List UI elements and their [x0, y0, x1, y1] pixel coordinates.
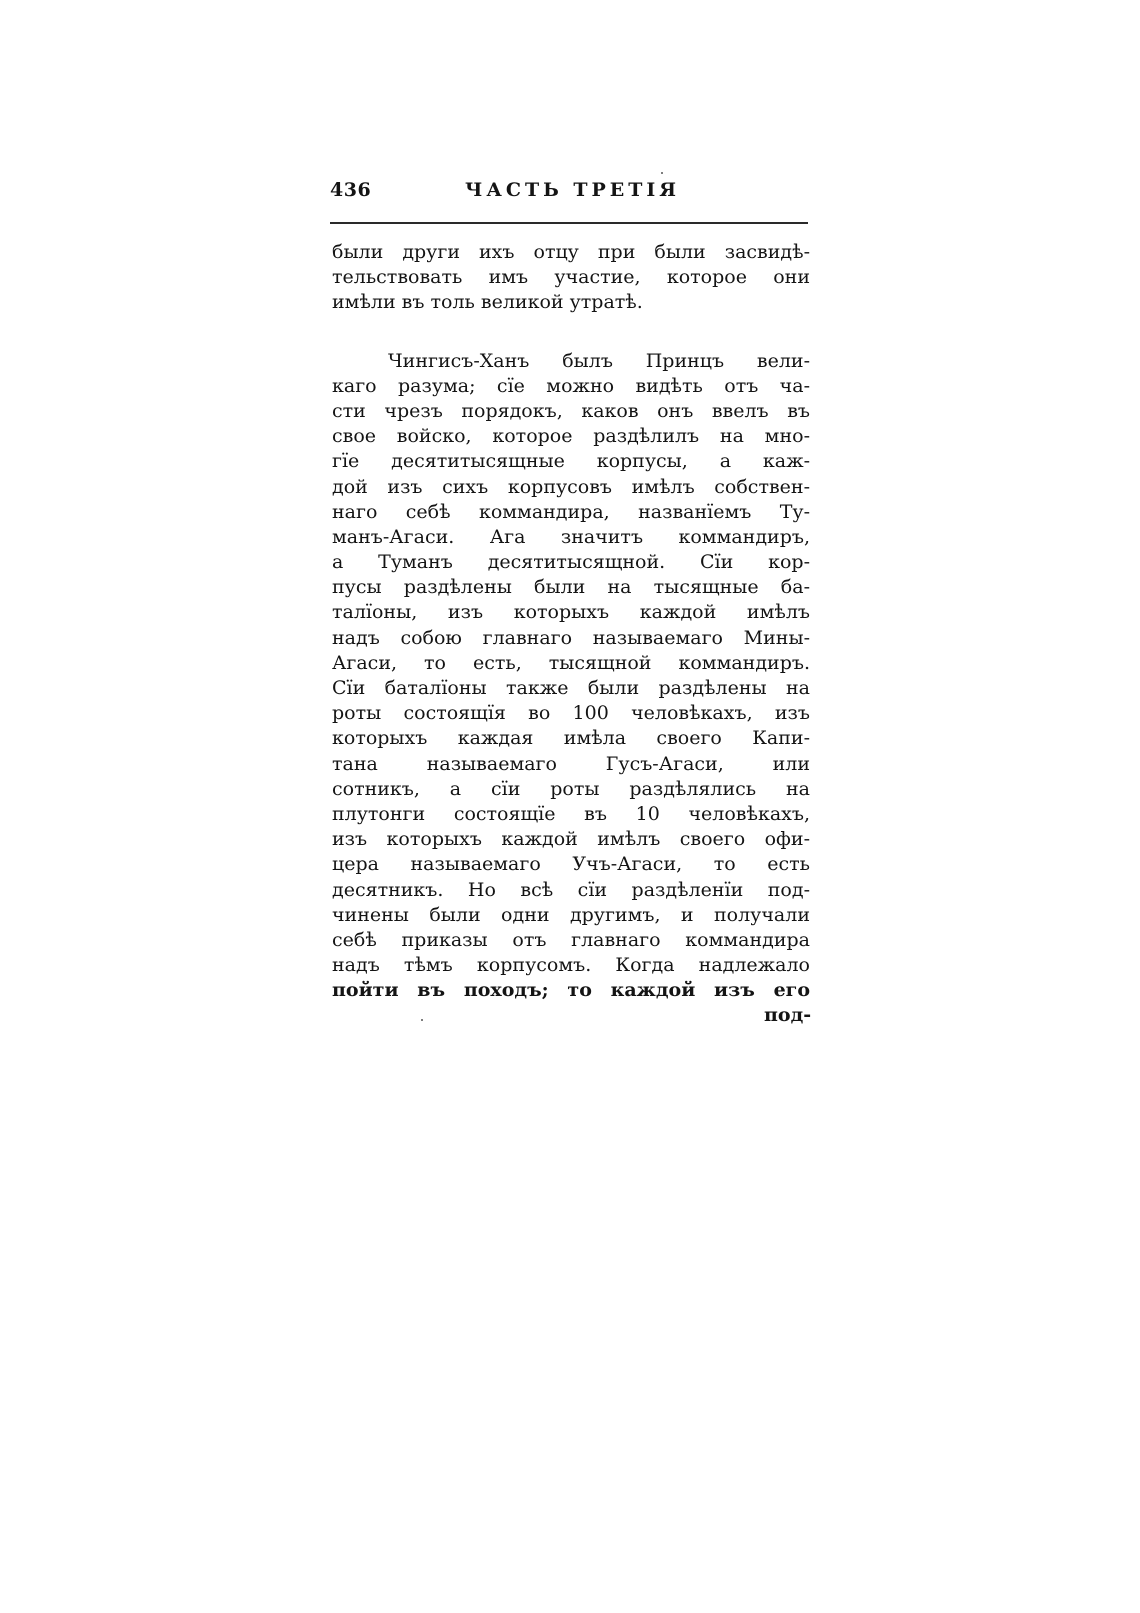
paragraph-2 [332, 349, 810, 1004]
text-line: изъ которыхъ каждой имѣлъ своего офи- [332, 828, 810, 851]
text-line: а Туманъ десятитысящной. Сїи кор- [332, 551, 810, 574]
page-header [330, 179, 810, 209]
text-line: пойти въ походъ; то каждой изъ его [332, 979, 810, 1002]
text-line: наго себѣ коммандира, названїемъ Ту- [332, 500, 810, 523]
paragraph-gap [332, 316, 810, 349]
running-head: ЧАСТЬ ТРЕТІЯ [465, 179, 681, 201]
text-line: Чингисъ-Ханъ былъ Принцъ вели- [388, 349, 810, 372]
text-line: десятникъ. Но всѣ сїи раздѣленїи под- [332, 878, 810, 901]
text-line: Сїи баталїоны также были раздѣлены на [332, 677, 810, 699]
text-line: свое войско, которое раздѣлилъ на мно- [332, 425, 810, 448]
text-line: роты состоящїя во 100 человѣкахъ, изъ [332, 702, 810, 725]
text-line: имѣли въ толь великой утратѣ. [332, 291, 643, 314]
text-line: сотникъ, а сїи роты раздѣлялись на [332, 777, 810, 800]
text-line: манъ-Агаси. Ага значитъ коммандиръ, [332, 525, 810, 548]
header-rule [330, 222, 808, 224]
ink-speck [661, 172, 663, 174]
text-line: тельствовать имъ участие, которое они [332, 266, 810, 289]
text-line: сти чрезъ порядокъ, каков онъ ввелъ въ [332, 399, 810, 422]
text-line: пусы раздѣлены были на тысящные ба- [332, 576, 810, 599]
text-line: талїоны, изъ которыхъ каждой имѣлъ [332, 601, 810, 624]
text-line: себѣ приказы отъ главнаго коммандира [332, 928, 810, 951]
text-line: тана называемаго Гусъ-Агаси, или [332, 752, 810, 775]
text-line: Агаси, то есть, тысящной коммандиръ. [332, 651, 810, 674]
text-line: были други ихъ отцу при были засвидѣ- [332, 241, 810, 263]
ink-speck [421, 1019, 423, 1021]
text-line: чинены были одни другимъ, и получали [332, 903, 810, 926]
text-line: дой изъ сихъ корпусовъ имѣлъ собствен- [332, 475, 810, 498]
text-line: надъ тѣмъ корпусомъ. Когда надлежало [332, 954, 810, 977]
paragraph-1 [332, 240, 810, 316]
page-number: 436 [330, 179, 372, 201]
body-text [332, 240, 810, 1003]
text-line: цера называемаго Учъ-Агаси, то есть [332, 853, 810, 876]
text-line: надъ собою главнаго называемаго Мины- [332, 626, 810, 649]
text-line: гїе десятитысящные корпусы, а каж- [332, 450, 810, 473]
text-line: каго разума; сїе можно видѣть отъ ча- [332, 374, 810, 397]
text-line: плутонги состоящїе въ 10 человѣкахъ, [332, 802, 810, 825]
text-line: которыхъ каждая имѣла своего Капи- [332, 727, 810, 750]
catchword: под- [764, 1004, 812, 1026]
